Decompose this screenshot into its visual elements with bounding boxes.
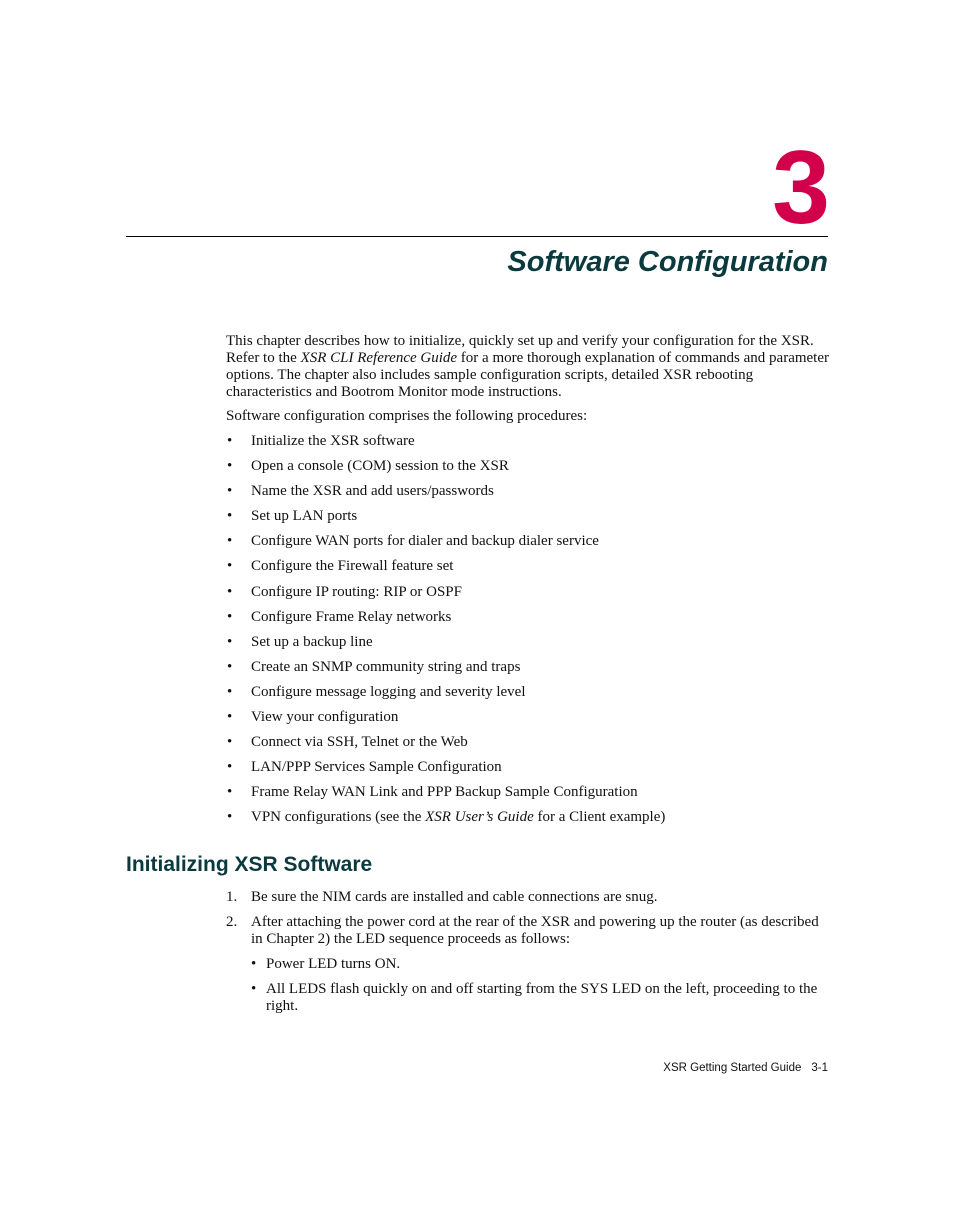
page-number: 3-1 <box>811 1062 828 1074</box>
list-item <box>226 533 830 558</box>
step-number: 1. <box>226 889 238 905</box>
bullet-glyph: • <box>227 508 233 525</box>
bullet-glyph: • <box>227 658 233 675</box>
page-footer <box>663 1061 828 1075</box>
list-item <box>226 709 830 734</box>
users-guide-title: XSR User’s Guide <box>425 809 534 826</box>
list-item-text: Configure IP routing: RIP or OSPF <box>251 583 462 600</box>
bullet-glyph: • <box>227 784 233 801</box>
bullet-glyph: • <box>227 483 233 500</box>
list-item-text: Frame Relay WAN Link and PPP Backup Sample Configuration <box>251 784 638 801</box>
step-number: 2. <box>226 914 238 930</box>
bullet-glyph: • <box>227 759 233 776</box>
list-item <box>226 584 830 609</box>
bullet-glyph: • <box>227 433 233 449</box>
intro-paragraph <box>226 333 830 401</box>
bullet-glyph: • <box>251 981 257 997</box>
bullet-glyph: • <box>227 633 233 650</box>
step-text: After attaching the power cord at the rear of the XSR and powering up the router (as described in Chapter 2) the LED sequence proceeds as follows: <box>251 914 819 947</box>
list-item <box>226 433 830 458</box>
list-item-text: Configure Frame Relay networks <box>251 608 452 625</box>
list-item <box>251 956 830 973</box>
bullet-glyph: • <box>227 458 233 475</box>
list-item <box>226 508 830 533</box>
list-item-text: Configure the Firewall feature set <box>251 558 454 575</box>
step-item <box>226 914 830 1015</box>
bullet-glyph: • <box>227 558 233 575</box>
vpn-text-end: for a Client example) <box>533 809 666 826</box>
list-item-text: Connect via SSH, Telnet or the Web <box>251 734 468 751</box>
list-item <box>226 609 830 634</box>
list-item-text: Open a console (COM) session to the XSR <box>251 458 509 475</box>
list-item <box>226 558 830 583</box>
bullet-glyph: • <box>227 709 233 726</box>
bullet-glyph: • <box>227 583 233 600</box>
cli-reference-guide-title: XSR CLI Reference Guide <box>300 350 458 366</box>
list-item <box>226 659 830 684</box>
step-item <box>226 889 830 906</box>
chapter-number: 3 <box>772 130 828 246</box>
list-item <box>226 784 830 809</box>
list-item <box>226 684 830 709</box>
chapter-title: Software Configuration <box>507 246 828 278</box>
list-item <box>226 734 830 759</box>
bullet-glyph: • <box>227 608 233 625</box>
list-item-text: Set up a backup line <box>251 633 373 650</box>
bullet-glyph: • <box>227 734 233 751</box>
footer-guide-title: XSR Getting Started Guide <box>663 1062 802 1074</box>
bullet-glyph: • <box>251 956 257 972</box>
bullet-glyph: • <box>227 809 233 826</box>
procedures-lead: Software configuration comprises the following procedures: <box>226 408 588 424</box>
intro-text-end: for a more thorough explanation of commands and parameter options. The chapter also includes sample configuration scripts, detailed XSR rebooting characteristics and Bootrom Monitor mode instructions. <box>226 350 829 400</box>
list-item-text <box>251 809 665 825</box>
step-text: Be sure the NIM cards are installed and cable connections are snug. <box>251 889 658 905</box>
list-item <box>226 458 830 483</box>
steps-list <box>226 889 830 1023</box>
list-item <box>226 759 830 784</box>
list-item <box>251 981 830 1015</box>
list-item-text: Initialize the XSR software <box>251 433 415 449</box>
list-item-text: Configure message logging and severity level <box>251 683 526 700</box>
list-item-text: All LEDS flash quickly on and off starting from the SYS LED on the left, proceeding to the right. <box>266 981 818 1014</box>
intro-text-start: This chapter describes how to initialize, quickly set up and verify your configuration for the XSR. Refer to the <box>226 333 814 366</box>
list-item-text: LAN/PPP Services Sample Configuration <box>251 759 502 776</box>
list-item <box>226 634 830 659</box>
list-item-text: Name the XSR and add users/passwords <box>251 483 494 500</box>
procedures-list <box>226 433 830 835</box>
bullet-glyph: • <box>227 533 233 550</box>
led-sequence-list <box>251 956 830 1015</box>
list-item-text: View your configuration <box>251 709 399 726</box>
list-item <box>226 483 830 508</box>
list-item-text: Set up LAN ports <box>251 508 358 525</box>
chapter-divider <box>126 236 828 237</box>
section-heading: Initializing XSR Software <box>126 853 373 876</box>
list-item-text: Create an SNMP community string and traps <box>251 658 521 675</box>
list-item-text: Configure WAN ports for dialer and backup dialer service <box>251 533 599 550</box>
list-item-text: Power LED turns ON. <box>266 956 401 972</box>
vpn-text-start: VPN configurations (see the <box>251 809 426 826</box>
bullet-glyph: • <box>227 683 233 700</box>
list-item <box>226 809 830 834</box>
